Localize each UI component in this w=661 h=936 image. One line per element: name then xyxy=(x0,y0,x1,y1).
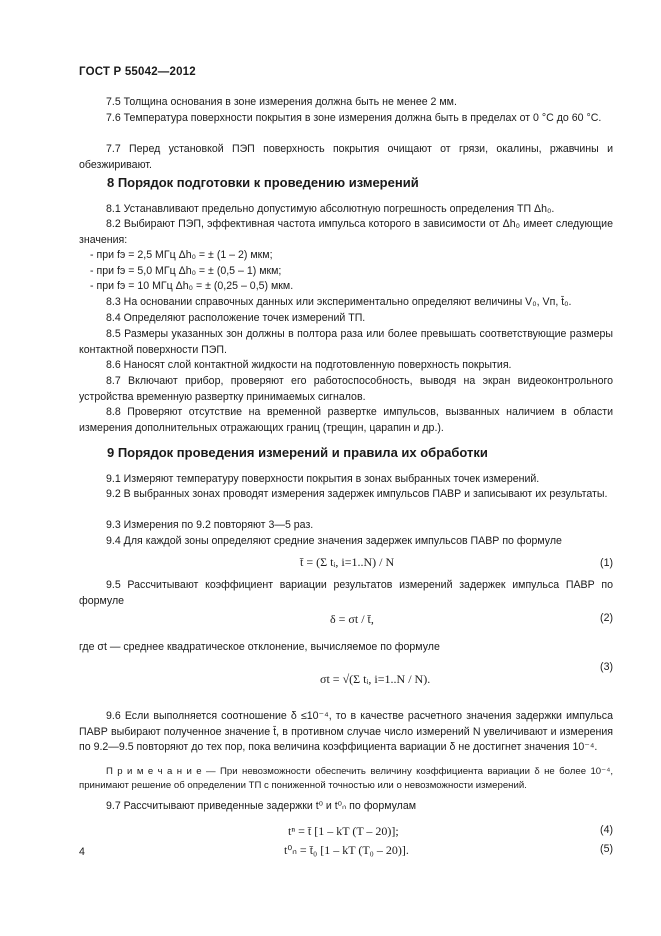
list-item: - при fэ = 2,5 МГц Δh₀ = ± (1 – 2) мкм; xyxy=(90,249,273,261)
list-item: - при fэ = 10 МГц Δh₀ = ± (0,25 – 0,5) мкм. xyxy=(90,280,294,292)
paragraph-9-2: 9.2 В выбранных зонах проводят измерения задержек импульсов ПАВР и записывают их результаты. xyxy=(106,488,608,500)
paragraph-8-3: 8.3 На основании справочных данных или экспериментально определяют величины V₀, Vп, t̄₀. xyxy=(106,296,572,308)
paragraph-8-4: 8.4 Определяют расположение точек измерений ТП. xyxy=(106,312,366,324)
paragraph-9-7: 9.7 Рассчитывают приведенные задержки t⁰ и t⁰ₙ по формулам xyxy=(106,800,417,812)
paragraph-9-1: 9.1 Измеряют температуру поверхности покрытия в зонах выбранных точек измерений. xyxy=(106,473,540,485)
equation-number-4: (4) xyxy=(600,824,613,836)
paragraph-7-7: 7.7 Перед установкой ПЭП поверхность покрытия очищают от грязи, окалины, ржавчины и обезжиривают. xyxy=(79,143,613,171)
formula-5: t⁰ₙ = t̄₀ [1 – kT (T₀ – 20)]. xyxy=(284,843,409,857)
note: П р и м е ч а н и е — При невозможности обеспечить величину коэффициента вариации δ не более 10⁻⁴, принимают решение об определении ТП с пониженной точностью или о невозможности измерений. xyxy=(79,766,613,791)
paragraph-7-5: 7.5 Толщина основания в зоне измерения должна быть не менее 2 мм. xyxy=(106,96,457,108)
formula-4: tⁿ = t̄ [1 – kT (T – 20)]; xyxy=(288,824,399,838)
section-8-title: 8 Порядок подготовки к проведению измерений xyxy=(107,175,419,190)
equation-number-5: (5) xyxy=(600,843,613,855)
paragraph-8-8: 8.8 Проверяют отсутствие на временной развертке импульсов, вызванных наличием в области измерения дополнительных отражающих границ (трещин, царапин и др.). xyxy=(79,406,613,434)
paragraph-9-3: 9.3 Измерения по 9.2 повторяют 3—5 раз. xyxy=(106,519,314,531)
formula-1: t̄ = (Σ tᵢ, i=1..N) / N xyxy=(300,555,395,569)
paragraph-8-1: 8.1 Устанавливают предельно допустимую абсолютную погрешность определения ТП Δh₀. xyxy=(106,203,555,215)
paragraph-9-5: 9.5 Рассчитывают коэффициент вариации результатов измерений задержек импульса ПАВР по формуле xyxy=(79,579,613,607)
paragraph-9-6: 9.6 Если выполняется соотношение δ ≤10⁻⁴, то в качестве расчетного значения задержки импульса ПАВР выбирают полученное значение t̄, в противном случае число измерений N увеличивают и измерения по 9.2—9.5 повторяют до тех пор, пока величина коэффициента вариации δ не достигнет значения 10⁻⁴. xyxy=(79,710,613,754)
paragraph-9-4: 9.4 Для каждой зоны определяют средние значения задержек импульсов ПАВР по формуле xyxy=(106,535,562,547)
equation-number-3: (3) xyxy=(600,661,613,673)
paragraph-7-6: 7.6 Температура поверхности покрытия в зоне измерения должна быть в пределах от 0 °С до 60 °С. xyxy=(106,112,602,124)
paragraph-8-2: 8.2 Выбирают ПЭП, эффективная частота импульса которого в зависимости от Δh₀ имеет следующие значения: xyxy=(79,218,613,246)
formula-3-intro: где σt — среднее квадратическое отклонение, вычисляемое по формуле xyxy=(79,641,440,653)
paragraph-8-6: 8.6 Наносят слой контактной жидкости на подготовленную поверхность покрытия. xyxy=(106,359,512,371)
equation-number-2: (2) xyxy=(600,612,613,624)
section-9-title: 9 Порядок проведения измерений и правила их обработки xyxy=(107,445,488,460)
paragraph-8-7: 8.7 Включают прибор, проверяют его работоспособность, выводя на экран видеоконтрольного устройства временную развертку принимаемых сигналов. xyxy=(79,375,613,403)
formula-2: δ = σt / t̄, xyxy=(330,612,374,626)
equation-number-1: (1) xyxy=(600,557,613,569)
paragraph-8-5: 8.5 Размеры указанных зон должны в полтора раза или более превышать соответствующие размеры контактной поверхности ПЭП. xyxy=(79,328,613,356)
list-item: - при fэ = 5,0 МГц Δh₀ = ± (0,5 – 1) мкм; xyxy=(90,265,282,277)
page-header: ГОСТ Р 55042—2012 xyxy=(79,66,196,78)
page-number: 4 xyxy=(79,846,85,858)
formula-3: σt = √(Σ tᵢ, i=1..N / N). xyxy=(320,672,431,686)
